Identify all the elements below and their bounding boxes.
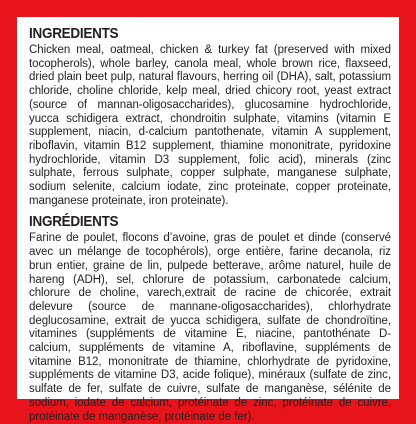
ingredients-panel (17, 17, 399, 423)
french-ingredients-section (29, 213, 391, 424)
ingredients-heading: INGREDIENTS (29, 25, 119, 42)
french-ingredients-text: Farine de poulet, flocons d’avoine, gras de poulet et dinde (conservé avec un mélange de tocophérols), orge entière, farine decanola, riz brun entier, graine de lin, pulpede betterave, arôme naturel, huile de hareng (ADH), sel, chlorure de potassium, carbonatede calcium, chlorure de choline, varech,extrait de racine de chicorée, extrait delevure (source de mannane-oligosaccharides), chlorhydrate deglucosamine, extrait de yucca schidigera, sulfate de chondroïtine, vitamines (suppléments de vitamine E, niacine, pantothénate D-calcium, suppléments de vitamine A, riboflavine, suppléments de vitamine B12, mononitrate de thiamine, chlorhydrate de pyridoxine, suppléments de vitamine D3, acide folique), minéraux (sulfate de zinc, sulfate de fer, sulfate de cuivre, sulfate de manganèse, sélénite de sodium, iodate de calcium, protéinate de zinc, protéinate de cuivre, protéinate de manganèse, protéinate de fer). (29, 232, 391, 423)
english-ingredients-text: Chicken meal, oatmeal, chicken & turkey fat (preserved with mixed tocopherols), whole barley, canola meal, whole brown rice, flaxseed, dried plain beet pulp, natural flavours, herring oil (DHA), salt, potassium chloride, choline chloride, kelp meal, dried chicory root, yeast extract (source of mannan-oligosaccharides), glucosamine hydrochloride, yucca schidigera extract, chondroitin sulphate, vitamins (vitamin E supplement, niacin, d-calcium pantothenate, vitamin A supplement, riboflavin, vitamin B12 supplement, thiamine mononitrate, pyridoxine hydrochloride, vitamin D3 supplement, folic acid), minerals (zinc sulphate, ferrous sulphate, copper sulphate, manganese sulphate, sodium selenite, calcium iodate, zinc proteinate, copper proteinate, manganese proteinate, iron proteinate). (29, 44, 391, 207)
ingredients-heading-french: INGRÉDIENTS (29, 213, 119, 231)
english-ingredients-section (29, 25, 391, 208)
